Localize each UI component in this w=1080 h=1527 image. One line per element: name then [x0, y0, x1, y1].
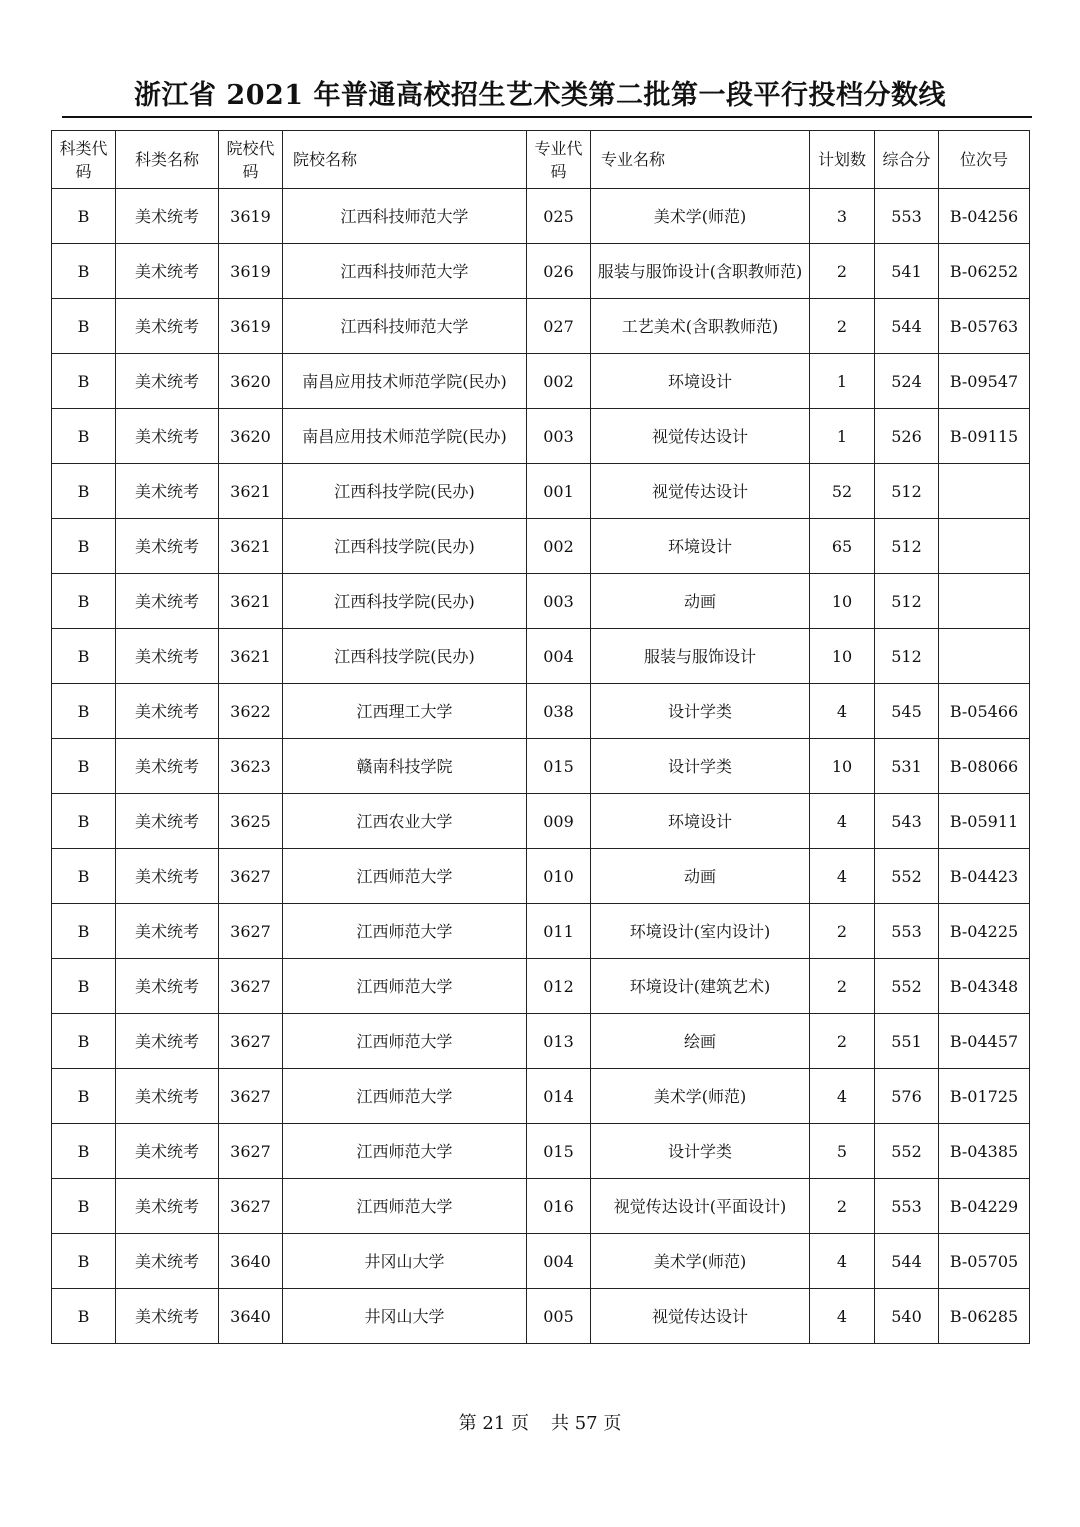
total-score-cell: 551 [875, 1014, 939, 1069]
category-code-cell: B [52, 849, 116, 904]
major-name-cell: 视觉传达设计 [591, 409, 810, 464]
total-score-cell: 552 [875, 849, 939, 904]
table-row [52, 1289, 1030, 1344]
rank-cell: B-01725 [939, 1069, 1030, 1124]
major-name-cell: 环境设计(建筑艺术) [591, 959, 810, 1014]
total-score-cell: 540 [875, 1289, 939, 1344]
rank-cell: B-04423 [939, 849, 1030, 904]
school-name-cell: 江西理工大学 [283, 684, 527, 739]
plan-count-cell: 2 [810, 244, 875, 299]
plan-count-cell: 3 [810, 189, 875, 244]
school-code-cell: 3619 [219, 299, 283, 354]
rank-cell: B-05466 [939, 684, 1030, 739]
rank-cell [939, 519, 1030, 574]
category-name-cell: 美术统考 [116, 519, 219, 574]
header-plan-count: 计划数 [810, 131, 875, 189]
category-name-cell: 美术统考 [116, 959, 219, 1014]
category-name-cell: 美术统考 [116, 189, 219, 244]
major-name-cell: 视觉传达设计(平面设计) [591, 1179, 810, 1234]
table-row [52, 629, 1030, 684]
major-code-cell: 013 [527, 1014, 591, 1069]
rank-cell: B-04457 [939, 1014, 1030, 1069]
category-name-cell: 美术统考 [116, 574, 219, 629]
category-name-cell: 美术统考 [116, 409, 219, 464]
table-row [52, 519, 1030, 574]
school-code-cell: 3620 [219, 354, 283, 409]
header-school-code: 院校代码 [219, 131, 283, 189]
total-score-cell: 576 [875, 1069, 939, 1124]
plan-count-cell: 4 [810, 849, 875, 904]
category-code-cell: B [52, 299, 116, 354]
major-name-cell: 动画 [591, 574, 810, 629]
total-score-cell: 526 [875, 409, 939, 464]
major-name-cell: 视觉传达设计 [591, 464, 810, 519]
category-name-cell: 美术统考 [116, 1234, 219, 1289]
header-category-code: 科类代码 [52, 131, 116, 189]
plan-count-cell: 2 [810, 959, 875, 1014]
plan-count-cell: 52 [810, 464, 875, 519]
table-row [52, 299, 1030, 354]
category-code-cell: B [52, 1014, 116, 1069]
rank-cell: B-04229 [939, 1179, 1030, 1234]
major-name-cell: 美术学(师范) [591, 189, 810, 244]
category-code-cell: B [52, 574, 116, 629]
rank-cell: B-05911 [939, 794, 1030, 849]
major-name-cell: 设计学类 [591, 739, 810, 794]
category-name-cell: 美术统考 [116, 1069, 219, 1124]
table-row [52, 794, 1030, 849]
major-code-cell: 010 [527, 849, 591, 904]
total-score-cell: 552 [875, 1124, 939, 1179]
plan-count-cell: 10 [810, 574, 875, 629]
school-code-cell: 3621 [219, 519, 283, 574]
rank-cell: B-06285 [939, 1289, 1030, 1344]
major-name-cell: 动画 [591, 849, 810, 904]
category-code-cell: B [52, 739, 116, 794]
total-score-cell: 553 [875, 189, 939, 244]
rank-cell: B-05763 [939, 299, 1030, 354]
major-code-cell: 003 [527, 409, 591, 464]
total-score-cell: 541 [875, 244, 939, 299]
rank-cell: B-09547 [939, 354, 1030, 409]
major-name-cell: 环境设计 [591, 519, 810, 574]
plan-count-cell: 10 [810, 629, 875, 684]
total-score-cell: 544 [875, 299, 939, 354]
category-name-cell: 美术统考 [116, 464, 219, 519]
total-score-cell: 544 [875, 1234, 939, 1289]
category-code-cell: B [52, 629, 116, 684]
table-row [52, 354, 1030, 409]
school-name-cell: 江西师范大学 [283, 959, 527, 1014]
school-name-cell: 南昌应用技术师范学院(民办) [283, 354, 527, 409]
category-name-cell: 美术统考 [116, 299, 219, 354]
plan-count-cell: 4 [810, 684, 875, 739]
major-name-cell: 环境设计(室内设计) [591, 904, 810, 959]
plan-count-cell: 2 [810, 1014, 875, 1069]
rank-cell: B-08066 [939, 739, 1030, 794]
school-name-cell: 江西师范大学 [283, 1014, 527, 1069]
school-name-cell: 江西师范大学 [283, 849, 527, 904]
category-name-cell: 美术统考 [116, 684, 219, 739]
page-footer [0, 1409, 1080, 1435]
rank-cell: B-09115 [939, 409, 1030, 464]
total-score-cell: 524 [875, 354, 939, 409]
category-code-cell: B [52, 244, 116, 299]
major-code-cell: 038 [527, 684, 591, 739]
school-name-cell: 井冈山大学 [283, 1234, 527, 1289]
table-row [52, 574, 1030, 629]
table-row [52, 904, 1030, 959]
school-name-cell: 江西师范大学 [283, 1179, 527, 1234]
table-header-row [52, 131, 1030, 189]
major-code-cell: 015 [527, 1124, 591, 1179]
category-code-cell: B [52, 354, 116, 409]
school-code-cell: 3620 [219, 409, 283, 464]
school-code-cell: 3619 [219, 189, 283, 244]
major-code-cell: 016 [527, 1179, 591, 1234]
score-table [51, 130, 1030, 1344]
major-code-cell: 015 [527, 739, 591, 794]
major-code-cell: 004 [527, 1234, 591, 1289]
category-name-cell: 美术统考 [116, 739, 219, 794]
category-code-cell: B [52, 189, 116, 244]
table-row [52, 1179, 1030, 1234]
major-code-cell: 026 [527, 244, 591, 299]
plan-count-cell: 5 [810, 1124, 875, 1179]
major-name-cell: 设计学类 [591, 1124, 810, 1179]
school-code-cell: 3627 [219, 959, 283, 1014]
school-name-cell: 江西科技学院(民办) [283, 574, 527, 629]
total-score-cell: 543 [875, 794, 939, 849]
school-code-cell: 3622 [219, 684, 283, 739]
major-name-cell: 美术学(师范) [591, 1234, 810, 1289]
school-code-cell: 3627 [219, 1124, 283, 1179]
school-name-cell: 江西科技师范大学 [283, 244, 527, 299]
major-code-cell: 011 [527, 904, 591, 959]
table-row [52, 739, 1030, 794]
major-code-cell: 014 [527, 1069, 591, 1124]
plan-count-cell: 2 [810, 299, 875, 354]
major-name-cell: 环境设计 [591, 794, 810, 849]
school-name-cell: 赣南科技学院 [283, 739, 527, 794]
major-code-cell: 027 [527, 299, 591, 354]
major-code-cell: 001 [527, 464, 591, 519]
table-row [52, 1069, 1030, 1124]
plan-count-cell: 10 [810, 739, 875, 794]
school-code-cell: 3627 [219, 849, 283, 904]
major-code-cell: 003 [527, 574, 591, 629]
major-code-cell: 009 [527, 794, 591, 849]
table-row [52, 849, 1030, 904]
school-code-cell: 3627 [219, 1014, 283, 1069]
major-name-cell: 视觉传达设计 [591, 1289, 810, 1344]
major-code-cell: 002 [527, 519, 591, 574]
major-name-cell: 环境设计 [591, 354, 810, 409]
category-code-cell: B [52, 1124, 116, 1179]
major-name-cell: 美术学(师范) [591, 1069, 810, 1124]
school-name-cell: 江西师范大学 [283, 904, 527, 959]
plan-count-cell: 65 [810, 519, 875, 574]
header-major-code: 专业代码 [527, 131, 591, 189]
total-score-cell: 553 [875, 904, 939, 959]
category-name-cell: 美术统考 [116, 244, 219, 299]
total-score-cell: 512 [875, 629, 939, 684]
category-code-cell: B [52, 1289, 116, 1344]
rank-cell [939, 629, 1030, 684]
major-name-cell: 绘画 [591, 1014, 810, 1069]
school-name-cell: 江西师范大学 [283, 1124, 527, 1179]
category-code-cell: B [52, 794, 116, 849]
plan-count-cell: 4 [810, 794, 875, 849]
major-name-cell: 设计学类 [591, 684, 810, 739]
category-code-cell: B [52, 1069, 116, 1124]
category-name-cell: 美术统考 [116, 354, 219, 409]
rank-cell: B-05705 [939, 1234, 1030, 1289]
total-score-cell: 512 [875, 574, 939, 629]
category-code-cell: B [52, 959, 116, 1014]
major-code-cell: 004 [527, 629, 591, 684]
school-name-cell: 江西科技学院(民办) [283, 464, 527, 519]
school-code-cell: 3623 [219, 739, 283, 794]
school-code-cell: 3627 [219, 1179, 283, 1234]
school-code-cell: 3625 [219, 794, 283, 849]
school-name-cell: 井冈山大学 [283, 1289, 527, 1344]
header-total-score: 综合分 [875, 131, 939, 189]
school-code-cell: 3640 [219, 1289, 283, 1344]
school-name-cell: 江西科技学院(民办) [283, 519, 527, 574]
plan-count-cell: 1 [810, 409, 875, 464]
category-code-cell: B [52, 684, 116, 739]
major-code-cell: 002 [527, 354, 591, 409]
rank-cell: B-04256 [939, 189, 1030, 244]
major-name-cell: 服装与服饰设计(含职教师范) [591, 244, 810, 299]
table-row [52, 684, 1030, 739]
table-row [52, 244, 1030, 299]
total-score-cell: 512 [875, 519, 939, 574]
table-row [52, 1234, 1030, 1289]
header-major-name: 专业名称 [591, 131, 810, 189]
rank-cell [939, 464, 1030, 519]
total-score-cell: 531 [875, 739, 939, 794]
school-name-cell: 南昌应用技术师范学院(民办) [283, 409, 527, 464]
category-name-cell: 美术统考 [116, 1179, 219, 1234]
total-score-cell: 553 [875, 1179, 939, 1234]
table-row [52, 409, 1030, 464]
category-name-cell: 美术统考 [116, 629, 219, 684]
plan-count-cell: 2 [810, 1179, 875, 1234]
rank-cell: B-04348 [939, 959, 1030, 1014]
title-underline [62, 116, 1032, 118]
school-code-cell: 3621 [219, 574, 283, 629]
page-number: 第 21 页 [458, 1413, 529, 1434]
major-name-cell: 工艺美术(含职教师范) [591, 299, 810, 354]
school-name-cell: 江西农业大学 [283, 794, 527, 849]
page-title: 浙江省 2021 年普通高校招生艺术类第二批第一段平行投档分数线 [134, 80, 946, 111]
category-code-cell: B [52, 1179, 116, 1234]
major-code-cell: 005 [527, 1289, 591, 1344]
category-name-cell: 美术统考 [116, 1289, 219, 1344]
total-score-cell: 552 [875, 959, 939, 1014]
category-name-cell: 美术统考 [116, 904, 219, 959]
total-score-cell: 545 [875, 684, 939, 739]
school-name-cell: 江西科技师范大学 [283, 189, 527, 244]
school-code-cell: 3627 [219, 1069, 283, 1124]
rank-cell: B-04225 [939, 904, 1030, 959]
table-row [52, 189, 1030, 244]
school-code-cell: 3640 [219, 1234, 283, 1289]
category-name-cell: 美术统考 [116, 1124, 219, 1179]
plan-count-cell: 2 [810, 904, 875, 959]
plan-count-cell: 4 [810, 1069, 875, 1124]
major-code-cell: 012 [527, 959, 591, 1014]
table-row [52, 959, 1030, 1014]
category-code-cell: B [52, 1234, 116, 1289]
category-code-cell: B [52, 904, 116, 959]
category-name-cell: 美术统考 [116, 794, 219, 849]
header-school-name: 院校名称 [283, 131, 527, 189]
major-code-cell: 025 [527, 189, 591, 244]
rank-cell: B-04385 [939, 1124, 1030, 1179]
school-name-cell: 江西科技师范大学 [283, 299, 527, 354]
page-total: 共 57 页 [551, 1413, 622, 1434]
school-code-cell: 3621 [219, 464, 283, 519]
school-code-cell: 3627 [219, 904, 283, 959]
plan-count-cell: 4 [810, 1289, 875, 1344]
category-code-cell: B [52, 409, 116, 464]
rank-cell: B-06252 [939, 244, 1030, 299]
school-code-cell: 3621 [219, 629, 283, 684]
plan-count-cell: 1 [810, 354, 875, 409]
school-code-cell: 3619 [219, 244, 283, 299]
table-row [52, 1014, 1030, 1069]
rank-cell [939, 574, 1030, 629]
table-row [52, 1124, 1030, 1179]
total-score-cell: 512 [875, 464, 939, 519]
category-name-cell: 美术统考 [116, 1014, 219, 1069]
school-name-cell: 江西师范大学 [283, 1069, 527, 1124]
category-code-cell: B [52, 519, 116, 574]
category-name-cell: 美术统考 [116, 849, 219, 904]
plan-count-cell: 4 [810, 1234, 875, 1289]
category-code-cell: B [52, 464, 116, 519]
header-rank: 位次号 [939, 131, 1030, 189]
school-name-cell: 江西科技学院(民办) [283, 629, 527, 684]
major-name-cell: 服装与服饰设计 [591, 629, 810, 684]
header-category-name: 科类名称 [116, 131, 219, 189]
table-row [52, 464, 1030, 519]
